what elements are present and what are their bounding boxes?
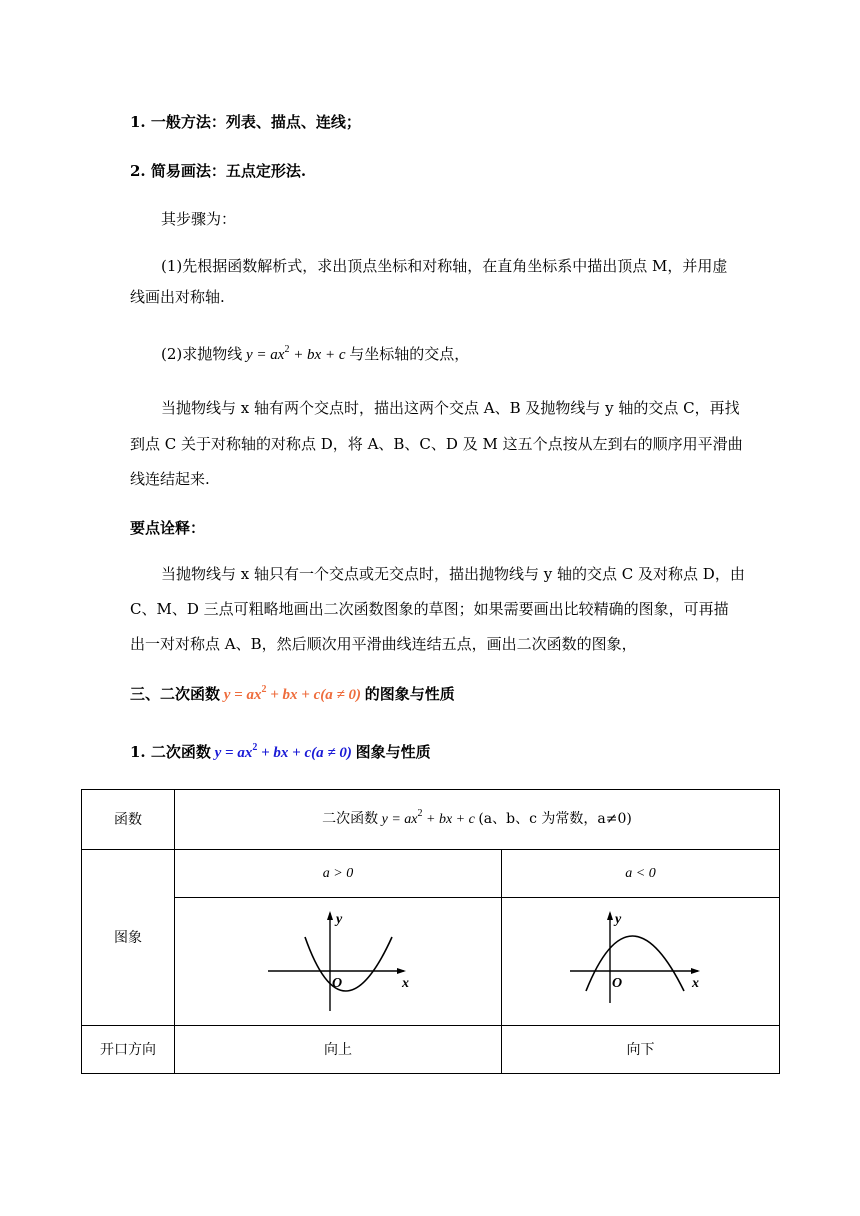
x-axis-label: x [402,975,409,991]
subsection-1-formula: $y = ax^2$ + bx + c(a ≠ 0) [210,742,356,761]
parabola-curve [586,936,684,991]
function-suffix: (a、b、c 为常数，a≠0) [478,810,632,827]
key-points-title: 要点诠释： [130,519,206,537]
parabola-curve [305,937,392,991]
steps-intro: 其步骤为： [161,210,237,228]
direction-down: 向下 [502,1026,780,1074]
table-row-function [82,790,780,850]
x-axis-arrow [397,968,406,974]
para-1-line-2: 到点 C 关于对称轴的对称点 D，将 A、B、C、D 及 M 这五个点按从左到右的顺序用平滑曲 [130,435,743,453]
method-2-text: 2. 简易画法：五点定形法. [130,162,307,180]
y-axis-arrow [607,911,613,920]
section-3-formula: $y = ax^2$ + bx + c(a ≠ 0) [220,684,365,703]
x-axis-label: x [691,975,699,991]
graph-cell-negative [502,898,780,1026]
step-1-line-2: 线画出对称轴. [130,288,225,306]
function-prefix: 二次函数 [322,810,379,827]
method-2 [130,161,306,181]
method-1 [130,112,361,132]
section-3-suffix: 的图象与性质 [364,685,455,703]
table-row-graphs [82,898,780,1026]
step-2-suffix: 与坐标轴的交点， [349,345,470,363]
y-axis-arrow [327,911,333,920]
y-axis-label: y [336,911,343,927]
subsection-1-heading [130,742,431,765]
subsection-1-suffix: 图象与性质 [355,743,431,761]
origin-label: O [611,975,622,991]
table-row-direction [82,1026,780,1074]
case-a-positive: a > 0 [175,850,502,898]
label-function: 函数 [82,790,175,850]
function-formula: $y = ax^2$ + bx + c [378,807,479,827]
properties-table [81,789,780,1074]
table-row-cases [82,850,780,898]
subsection-1-prefix: 1. 二次函数 [130,743,211,761]
upward-parabola-graph [258,907,418,1017]
origin-label: O [332,975,343,991]
direction-up: 向上 [175,1026,502,1074]
y-axis-label: y [614,911,621,927]
para-2-line-3: 出一对对称点 A、B，然后顺次用平滑曲线连结五点，画出二次函数的图象， [130,635,637,653]
label-opening-direction: 开口方向 [82,1026,175,1074]
section-3-heading [130,684,455,707]
parabola-formula: $y = ax^2$ + bx + c [242,344,350,363]
step-2 [161,344,469,367]
downward-parabola-graph [566,907,716,1017]
method-1-text: 1. 一般方法：列表、描点、连线； [130,113,361,131]
para-2-line-2: C、M、D 三点可粗略地画出二次函数图象的草图；如果需要画出比较精确的图象，可再描 [130,600,729,618]
graph-cell-positive [175,898,502,1026]
case-a-negative: a < 0 [502,850,780,898]
step-2-prefix: (2)求抛物线 [161,345,243,363]
x-axis-arrow [691,968,700,974]
section-3-prefix: 三、二次函数 [130,685,221,703]
function-definition [175,790,780,850]
step-1-line-1: (1)先根据函数解析式，求出顶点坐标和对称轴，在直角坐标系中描出顶点 M，并用虚 [161,257,728,275]
para-1-line-3: 线连结起来. [130,470,210,488]
para-1-line-1: 当抛物线与 x 轴有两个交点时，描出这两个交点 A、B 及抛物线与 y 轴的交点 C，再找 [161,399,740,417]
para-2-line-1: 当抛物线与 x 轴只有一个交点或无交点时，描出抛物线与 y 轴的交点 C 及对称点 D，由 [161,565,745,583]
label-graph: 图象 [82,850,175,1026]
